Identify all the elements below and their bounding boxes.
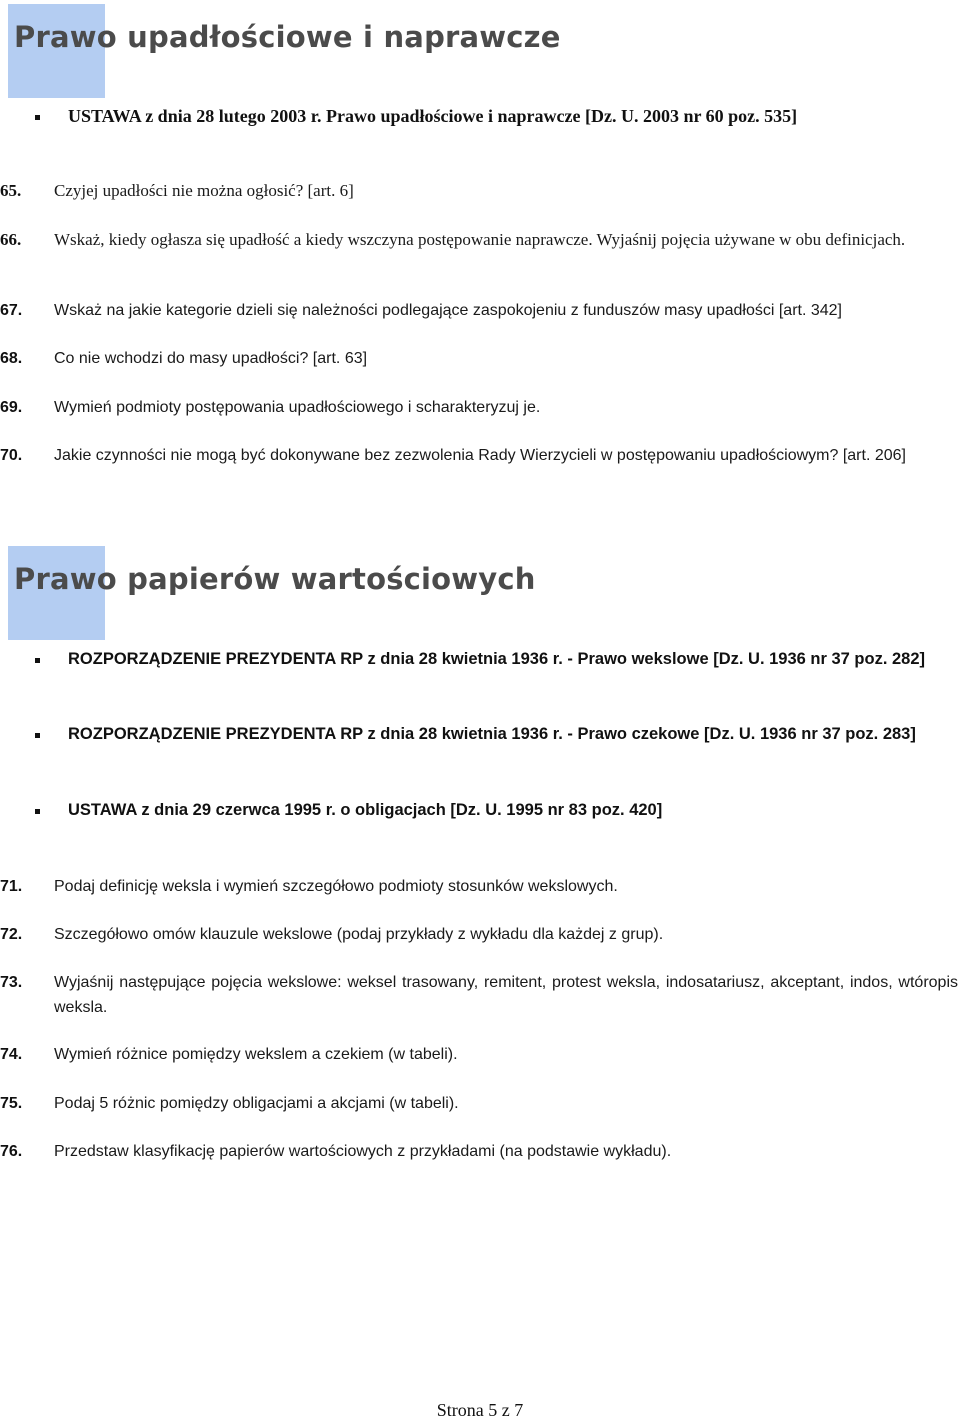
question-text: Przedstaw klasyfikację papierów wartościowych z przykładami (na podstawie wykładu).	[54, 1143, 672, 1160]
question-number: 76.	[0, 1143, 23, 1160]
section-heading-securities-law	[0, 546, 960, 642]
section-title: Prawo upadłościowe i naprawcze	[14, 20, 561, 54]
question-text: Czyjej upadłości nie można ogłosić? [art. 6]	[54, 181, 354, 200]
question-number: 70.	[0, 447, 23, 464]
bullet-square-icon	[35, 809, 40, 814]
page-number: Strona 5 z 7	[436, 1400, 524, 1420]
question-number: 75.	[0, 1095, 23, 1112]
question-text: Co nie wchodzi do masy upadłości? [art. 63]	[54, 350, 368, 367]
question-number: 74.	[0, 1046, 23, 1063]
question-number: 69.	[0, 399, 23, 416]
question-text: Podaj definicję weksla i wymień szczegółowo podmioty stosunków wekslowych.	[54, 878, 618, 895]
question-text: Wymień podmioty postępowania upadłościowego i scharakteryzuj je.	[54, 399, 541, 416]
question-text: Jakie czynności nie mogą być dokonywane bez zezwolenia Rady Wierzycieli w postępowaniu upadłościowym? [art. 206]	[54, 447, 906, 464]
act-citation: USTAWA z dnia 28 lutego 2003 r. Prawo upadłościowe i naprawcze [Dz. U. 2003 nr 60 poz. 535]	[68, 106, 798, 126]
bullet-square-icon	[35, 658, 40, 663]
act-citation: USTAWA z dnia 29 czerwca 1995 r. o obligacjach [Dz. U. 1995 nr 83 poz. 420]	[68, 801, 663, 819]
question-number: 71.	[0, 878, 23, 895]
question-text: Podaj 5 różnic pomiędzy obligacjami a akcjami (w tabeli).	[54, 1095, 459, 1112]
question-text: Wskaż, kiedy ogłasza się upadłość a kiedy wszczyna postępowanie naprawcze. Wyjaśnij pojęcia używane w obu definicjach.	[54, 230, 906, 249]
question-text: Wymień różnice pomiędzy wekslem a czekiem (w tabeli).	[54, 1046, 458, 1063]
bullet-square-icon	[35, 115, 40, 120]
question-text: Wyjaśnij następujące pojęcia wekslowe: weksel trasowany, remitent, protest weksla, indosatariusz, akceptant, indos, wtóropis weksla.	[54, 974, 958, 1016]
question-number: 65.	[0, 181, 22, 200]
act-citation: ROZPORZĄDZENIE PREZYDENTA RP z dnia 28 kwietnia 1936 r. - Prawo wekslowe [Dz. U. 1936 nr 37 poz. 282]	[68, 650, 926, 668]
question-text: Szczegółowo omów klauzule wekslowe (podaj przykłady z wykładu dla każdej z grup).	[54, 926, 664, 943]
question-number: 68.	[0, 350, 23, 367]
question-text: Wskaż na jakie kategorie dzieli się należności podlegające zaspokojeniu z funduszów masy upadłości [art. 342]	[54, 302, 842, 319]
section-heading-bankruptcy-law	[0, 4, 960, 100]
bullet-square-icon	[35, 733, 40, 738]
act-citation: ROZPORZĄDZENIE PREZYDENTA RP z dnia 28 kwietnia 1936 r. - Prawo czekowe [Dz. U. 1936 nr 37 poz. 283]	[68, 725, 916, 743]
question-number: 67.	[0, 302, 23, 319]
question-number: 73.	[0, 974, 23, 991]
section-title: Prawo papierów wartościowych	[14, 562, 536, 596]
question-number: 66.	[0, 230, 22, 249]
question-number: 72.	[0, 926, 23, 943]
